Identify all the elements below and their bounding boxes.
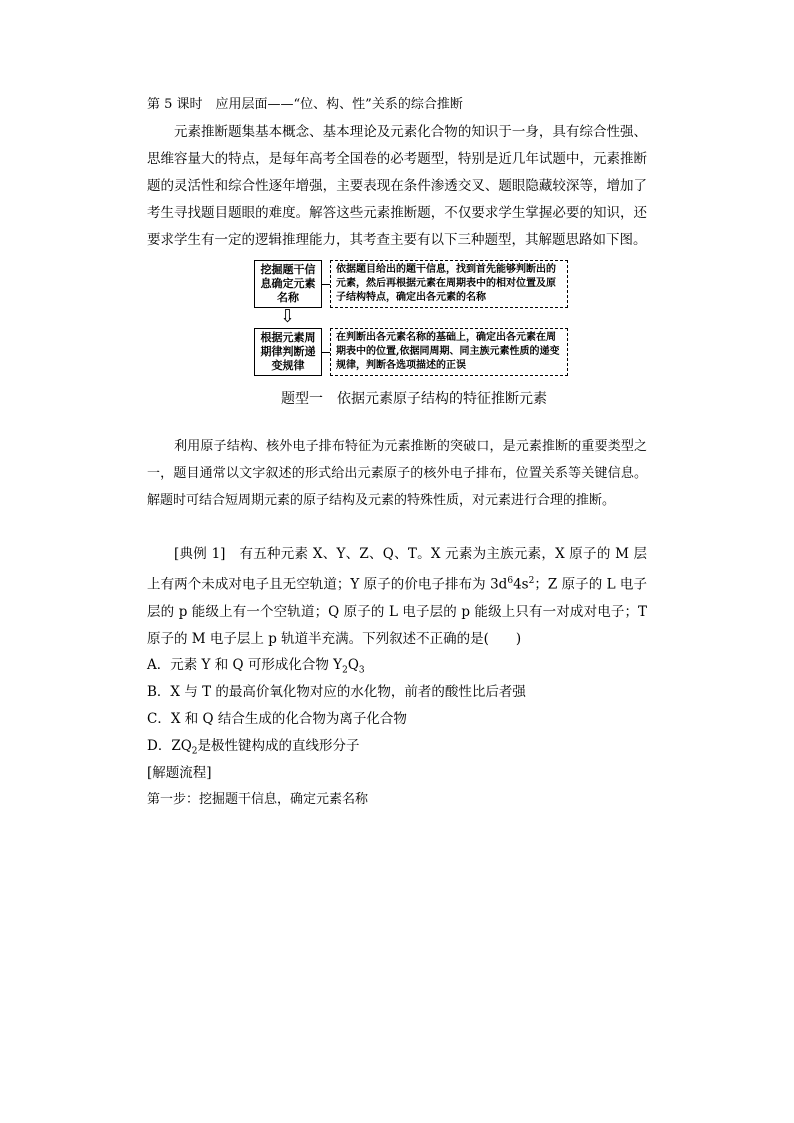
option-d-text: D．ZQ bbox=[147, 738, 192, 754]
flow-connector-1 bbox=[322, 284, 330, 285]
option-a-sub2: 3 bbox=[358, 665, 365, 676]
example-text-b: 4s bbox=[513, 576, 529, 593]
example-text-c: ；Z 原子的 L 电子层的 p 能级上有一个空轨道；Q 原子的 L 电子层的 p 能级上只有一对成对电子；T 原子的 M 电子层上 p 轨道半充满。下列叙述不正确的是( ) bbox=[147, 576, 647, 647]
flow-step1-desc: 依据题目给出的题干信息，找到首先能够判断出的元素，然后再根据元素在周期表中的相对位置及原子结构特点，确定出各元素的名称 bbox=[330, 260, 568, 308]
option-d-sub: 2 bbox=[191, 746, 198, 757]
flow-connector-2 bbox=[322, 352, 330, 353]
solution-label: [解题流程] bbox=[147, 765, 212, 781]
section-heading: 题型一 依据元素原子结构的特征推断元素 bbox=[281, 391, 547, 407]
example-paragraph bbox=[147, 541, 647, 653]
flow-step2-desc: 在判断出各元素名称的基础上，确定出各元素在周期表中的位置,依据同周期、同主族元素性质的递变规律，判断各选项描述的正误 bbox=[330, 328, 568, 376]
lesson-title: 第 5 课时 应用层面——“位、构、性”关系的综合推断 bbox=[147, 97, 463, 112]
example-sup1: 6 bbox=[507, 576, 514, 586]
option-a bbox=[147, 656, 365, 680]
down-arrow-icon: ⇩ bbox=[280, 306, 296, 327]
option-d-post: 是极性键构成的直线形分子 bbox=[197, 738, 360, 754]
solution-flowchart bbox=[254, 260, 569, 380]
option-a-text: A．元素 Y 和 Q 可形成化合物 Y bbox=[147, 657, 343, 673]
intro-paragraph bbox=[147, 119, 647, 254]
option-a-mid: Q bbox=[347, 657, 359, 673]
flow-step1-box: 挖掘题干信息确定元素名称 bbox=[254, 260, 322, 308]
option-a-sub1: 2 bbox=[342, 665, 348, 676]
option-c: C．X 和 Q 结合生成的化合物为离子化合物 bbox=[147, 711, 407, 727]
step-one: 第一步：挖掘题干信息，确定元素名称 bbox=[147, 792, 369, 807]
body-text: 利用原子结构、核外电子排布特征为元素推断的突破口，是元素推断的重要类型之一，题目通常以文字叙述的形式给出元素原子的核外电子排布，位置关系等关键信息。解题时可结合短周期元素的原子结构及元素的特殊性质，对元素进行合理的推断。 bbox=[147, 439, 647, 508]
example-label: [典例 1] bbox=[174, 546, 226, 562]
intro-text: 元素推断题集基本概念、基本理论及元素化合物的知识于一身，具有综合性强、思维容量大的特点，是每年高考全国卷的必考题型，特别是近几年试题中，元素推断题的灵活性和综合性逐年增强，主要表现在条件渗透交叉、题眼隐藏较深等，增加了考生寻找题目题眼的难度。解答这些元素推断题，不仅要求学生掌握必要的知识，还要求学生有一定的逻辑推理能力，其考查主要有以下三种题型，其解题思路如下图。 bbox=[147, 124, 647, 248]
example-sup2: 2 bbox=[528, 576, 535, 586]
option-d bbox=[147, 737, 360, 761]
flow-step2-box: 根据元素周期律判断递变规律 bbox=[254, 328, 322, 376]
example-text-a: 有五种元素 X、Y、Z、Q、T。X 元素为主族元素，X 原子的 M 层上有两个未成对电子且无空轨道；Y 原子的价电子排布为 3d bbox=[147, 546, 647, 593]
option-b: B．X 与 T 的最高价氧化物对应的水化物，前者的酸性比后者强 bbox=[147, 684, 526, 700]
body-paragraph bbox=[147, 433, 647, 514]
